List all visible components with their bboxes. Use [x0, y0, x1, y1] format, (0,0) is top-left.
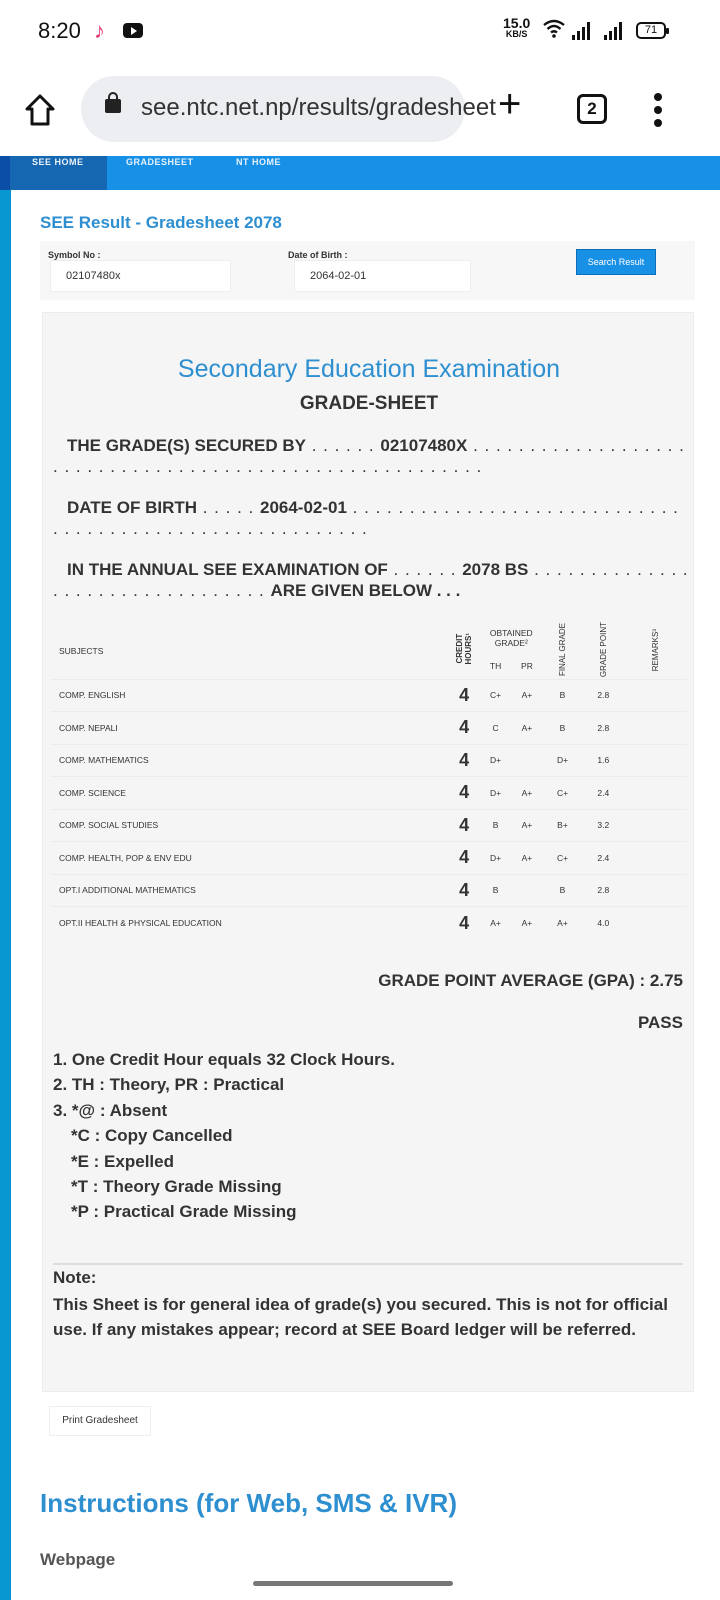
network-speed — [503, 15, 531, 40]
remarks-cell — [624, 907, 687, 940]
practical-grade-cell: A+ — [511, 777, 542, 810]
given-below-text: ARE GIVEN BELOW . . . — [270, 581, 461, 600]
legend-item: *P : Practical Grade Missing — [71, 1202, 297, 1222]
tab-switcher-button[interactable]: 2 — [577, 94, 607, 124]
battery-icon: 71 — [636, 22, 666, 39]
theory-grade-cell: B — [480, 874, 511, 907]
exam-line: IN THE ANNUAL SEE EXAMINATION OF . . . . . . 2078 BS . . . . . . . . . . . . . . . . . . . . . . . . . . . . . . . . . ARE GIVEN BELOW . . . — [53, 560, 689, 600]
header-pr: PR — [521, 660, 533, 671]
table-row — [51, 777, 687, 810]
status-bar — [0, 0, 720, 64]
table-row — [51, 712, 687, 745]
instructions-heading: Instructions (for Web, SMS & IVR) — [40, 1488, 457, 1518]
subject-cell: COMP. HEALTH, POP & ENV EDU — [51, 842, 449, 875]
credit-hours-cell: 4 — [449, 842, 480, 875]
secured-by-value: 02107480X — [380, 436, 468, 455]
header-grade-point-text: GRADE POINT — [598, 622, 608, 678]
table-row — [51, 874, 687, 907]
divider — [53, 1263, 683, 1265]
sheet-title: Secondary Education Examination — [177, 355, 561, 383]
credit-hours-cell: 4 — [449, 777, 480, 810]
legend-item: *E : Expelled — [71, 1151, 174, 1171]
final-grade-cell: D+ — [543, 744, 583, 777]
header-final-grade — [543, 623, 583, 679]
table-row — [51, 809, 687, 842]
legend-item: 3. *@ : Absent — [53, 1100, 168, 1120]
subject-cell: COMP. SOCIAL STUDIES — [51, 809, 449, 842]
secured-by-line: THE GRADE(S) SECURED BY . . . . . . 02107480X . . . . . . . . . . . . . . . . . . . . . . . . . . . . . . . . . . . . . . . . . . . . . . . . . . . . . . . . . — [53, 436, 685, 476]
grade-point-cell: 3.2 — [582, 809, 624, 842]
theory-grade-cell: B — [480, 809, 511, 842]
practical-grade-cell: A+ — [511, 907, 542, 940]
search-result-button[interactable]: Search Result — [576, 249, 656, 275]
final-grade-cell: B+ — [543, 809, 583, 842]
exam-value: 2078 BS — [462, 560, 529, 579]
final-grade-cell: A+ — [543, 907, 583, 940]
grade-point-cell: 2.4 — [582, 842, 624, 875]
final-grade-cell: C+ — [543, 777, 583, 810]
nav-see-home[interactable]: SEE HOME — [10, 156, 107, 190]
credit-hours-cell: 4 — [449, 679, 480, 712]
home-icon[interactable] — [22, 92, 58, 128]
grade-point-cell: 2.8 — [582, 679, 624, 712]
table-row — [51, 679, 687, 712]
credit-hours-cell: 4 — [449, 712, 480, 745]
credit-hours-cell: 4 — [449, 907, 480, 940]
gpa-text: GRADE POINT AVERAGE (GPA) : 2.75 — [378, 971, 683, 990]
new-tab-button[interactable]: + — [498, 82, 522, 126]
remarks-cell — [624, 744, 687, 777]
grade-point-cell: 2.8 — [582, 874, 624, 907]
table-row — [51, 907, 687, 940]
header-subjects: SUBJECTS — [59, 645, 104, 656]
search-form — [40, 241, 695, 300]
subject-cell: COMP. NEPALI — [51, 712, 449, 745]
practical-grade-cell — [511, 744, 542, 777]
table-row — [51, 744, 687, 777]
practical-grade-cell: A+ — [511, 712, 542, 745]
left-accent-strip — [0, 190, 11, 1600]
dob-line: DATE OF BIRTH . . . . . 2064-02-01 . . . . . . . . . . . . . . . . . . . . . . . . . . . . . . . . . . . . . . . . . . . . . . . . . . . . . . . . . — [53, 498, 679, 538]
dob-label: Date of Birth : — [288, 250, 348, 260]
legend — [53, 1047, 395, 1225]
subject-cell: OPT.II HEALTH & PHYSICAL EDUCATION — [51, 907, 449, 940]
url-text[interactable]: see.ntc.net.np/results/gradesheet — [141, 94, 496, 121]
final-grade-cell: B — [543, 712, 583, 745]
note-text: This Sheet is for general idea of grade(s) you secured. This is not for official use. If any mistakes appear; record at SEE Board ledger will be referred. — [53, 1295, 668, 1339]
header-obtained-grade: OBTAINED GRADE² — [489, 628, 533, 648]
subject-cell: COMP. ENGLISH — [51, 679, 449, 712]
clock: 8:20 — [38, 18, 81, 43]
exam-label: IN THE ANNUAL SEE EXAMINATION OF — [67, 560, 388, 579]
theory-grade-cell: A+ — [480, 907, 511, 940]
legend-item: 2. TH : Theory, PR : Practical — [53, 1075, 285, 1095]
header-final-grade-text: FINAL GRADE — [558, 623, 567, 677]
practical-grade-cell — [511, 874, 542, 907]
tiktok-icon: ♪ — [94, 18, 105, 43]
remarks-cell — [624, 842, 687, 875]
grade-point-cell: 2.4 — [582, 777, 624, 810]
legend-item: 1. One Credit Hour equals 32 Clock Hours. — [53, 1050, 395, 1069]
result-status: PASS — [637, 1013, 683, 1032]
nav-edge-decoration — [0, 156, 10, 190]
practical-grade-cell: A+ — [511, 842, 542, 875]
dob-line-value: 2064-02-01 — [259, 498, 347, 517]
grade-point-cell: 1.6 — [582, 744, 624, 777]
nav-nt-home[interactable]: NT HOME — [236, 157, 281, 167]
dob-input[interactable] — [294, 260, 471, 292]
dob-line-label: DATE OF BIRTH — [67, 498, 198, 517]
theory-grade-cell: C+ — [480, 679, 511, 712]
theory-grade-cell: D+ — [480, 777, 511, 810]
theory-grade-cell: D+ — [480, 744, 511, 777]
gradesheet-panel — [42, 312, 694, 1392]
remarks-cell — [624, 679, 687, 712]
signal-icon — [604, 22, 622, 40]
signal-icon — [572, 22, 590, 40]
theory-grade-cell: C — [480, 712, 511, 745]
header-remarks-text: REMARKS³ — [651, 628, 661, 671]
symbol-label: Symbol No : — [48, 250, 101, 260]
table-row — [51, 842, 687, 875]
credit-hours-cell: 4 — [449, 874, 480, 907]
final-grade-cell: C+ — [543, 842, 583, 875]
secured-by-label: THE GRADE(S) SECURED BY — [67, 436, 306, 455]
subject-cell: COMP. MATHEMATICS — [51, 744, 449, 777]
grade-point-cell: 2.8 — [582, 712, 624, 745]
grades-table — [51, 623, 687, 939]
remarks-cell — [624, 712, 687, 745]
header-credit-hours — [449, 623, 480, 679]
page-title: SEE Result - Gradesheet 2078 — [40, 213, 282, 232]
wifi-icon — [542, 18, 566, 44]
more-menu-icon[interactable] — [652, 93, 664, 129]
grade-point-cell: 4.0 — [582, 907, 624, 940]
header-credit-hours-text: CREDIT HOURS¹ — [455, 632, 474, 665]
site-nav — [0, 156, 720, 190]
youtube-icon — [123, 23, 143, 38]
webpage-subheading: Webpage — [40, 1550, 116, 1569]
final-grade-cell: B — [543, 874, 583, 907]
address-bar[interactable] — [81, 76, 496, 142]
lock-icon — [105, 99, 121, 113]
credit-hours-cell: 4 — [449, 744, 480, 777]
network-speed-unit: KB/S — [505, 29, 528, 39]
remarks-cell — [624, 809, 687, 842]
theory-grade-cell: D+ — [480, 842, 511, 875]
header-grade-point — [582, 623, 624, 679]
final-grade-cell: B — [543, 679, 583, 712]
header-remarks — [624, 623, 687, 679]
subject-cell: OPT.I ADDITIONAL MATHEMATICS — [51, 874, 449, 907]
header-th: TH — [489, 660, 502, 671]
legend-item: *C : Copy Cancelled — [71, 1126, 233, 1146]
remarks-cell — [624, 874, 687, 907]
credit-hours-cell: 4 — [449, 809, 480, 842]
nav-gradesheet[interactable]: GRADESHEET — [126, 157, 194, 167]
gesture-bar[interactable] — [253, 1581, 453, 1586]
print-gradesheet-button[interactable]: Print Gradesheet — [49, 1406, 151, 1436]
sheet-subtitle: GRADE-SHEET — [299, 393, 439, 414]
browser-toolbar — [0, 64, 720, 156]
note-heading: Note: — [53, 1268, 97, 1287]
legend-item: *T : Theory Grade Missing — [71, 1177, 282, 1197]
symbol-input[interactable] — [50, 260, 231, 292]
remarks-cell — [624, 777, 687, 810]
practical-grade-cell: A+ — [511, 809, 542, 842]
subject-cell: COMP. SCIENCE — [51, 777, 449, 810]
network-speed-value: 15.0 — [503, 15, 531, 31]
practical-grade-cell: A+ — [511, 679, 542, 712]
